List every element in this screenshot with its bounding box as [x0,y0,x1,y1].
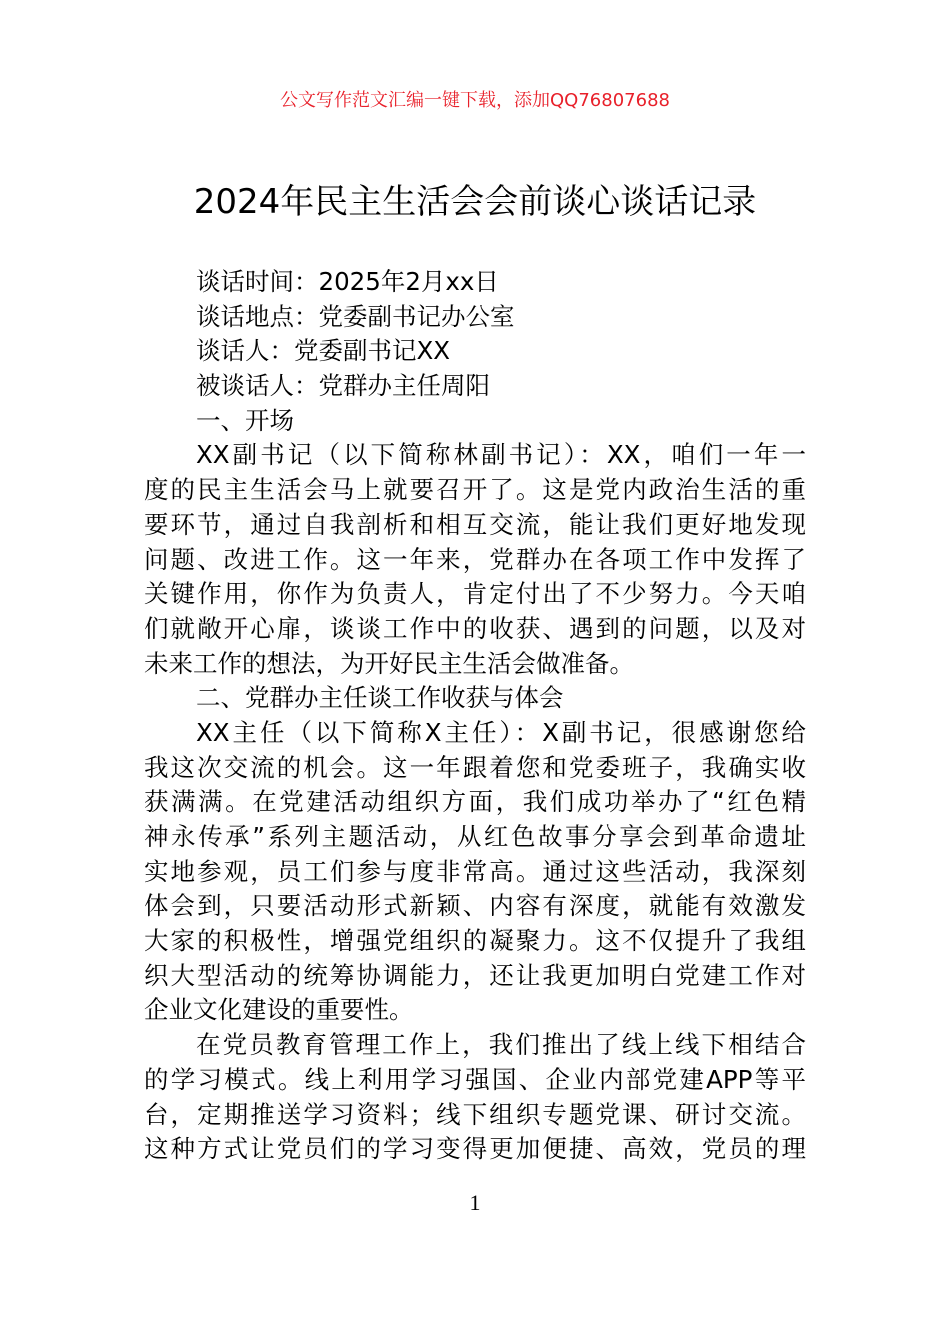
text-line: 这种方式让党员们的学习变得更加便捷、高效，党员的理 [144,1134,806,1164]
text-line: 获满满。在党建活动组织方面，我们成功举办了“红色精 [144,787,806,817]
download-banner: 公文写作范文汇编一键下载，添加QQ76807688 [280,90,670,111]
meta-interviewer: 谈话人：党委副书记XX [196,336,451,366]
paragraph-opening [144,438,806,681]
paragraph-education [144,1028,806,1167]
text-line: 台，定期推送学习资料；线下组织专题党课、研讨交流。 [144,1099,806,1129]
text-line: XX主任（以下简称X主任）：X副书记，很感谢您给 [196,717,806,747]
text-line: 度的民主生活会马上就要召开了。这是党内政治生活的重 [144,475,806,505]
paragraph-reply [144,716,806,1028]
page-number: 1 [469,1190,481,1215]
text-line: 企业文化建设的重要性。 [144,995,414,1025]
meta-time: 谈话时间：2025年2月xx日 [196,267,499,296]
text-line: XX副书记（以下简称林副书记）：XX，咱们一年一 [196,440,806,470]
section-heading: 一、开场 [196,405,294,435]
section-heading: 二、党群办主任谈工作收获与体会 [196,683,564,713]
text-line: 问题、改进工作。这一年来，党群办在各项工作中发挥了 [144,544,806,574]
meta-location: 谈话地点：党委副书记办公室 [196,301,515,331]
text-line: 关键作用，你作为负责人，肯定付出了不少努力。今天咱 [144,579,806,609]
text-line: 体会到，只要活动形式新颖、内容有深度，就能有效激发 [144,891,806,921]
text-line: 大家的积极性，增强党组织的凝聚力。这不仅提升了我组 [144,926,806,956]
meta-interviewee: 被谈话人：党群办主任周阳 [196,371,490,401]
text-line: 的学习模式。线上利用学习强国、企业内部党建APP等平 [144,1064,806,1094]
text-line: 在党员教育管理工作上，我们推出了线上线下相结合 [196,1030,806,1060]
text-line: 织大型活动的统筹协调能力，还让我更加明白党建工作对 [144,960,806,990]
text-line: 神永传承”系列主题活动，从红色故事分享会到革命遗址 [144,822,806,851]
text-line: 们就敞开心扉，谈谈工作中的收获、遇到的问题，以及对 [144,613,806,643]
text-line: 我这次交流的机会。这一年跟着您和党委班子，我确实收 [144,752,806,782]
text-line: 实地参观，员工们参与度非常高。通过这些活动，我深刻 [144,856,806,886]
text-line: 要环节，通过自我剖析和相互交流，能让我们更好地发现 [144,509,806,539]
document-body [144,265,806,1167]
text-line: 未来工作的想法，为开好民主生活会做准备。 [144,648,634,678]
document-title: 2024年民主生活会会前谈心谈话记录 [193,182,757,222]
